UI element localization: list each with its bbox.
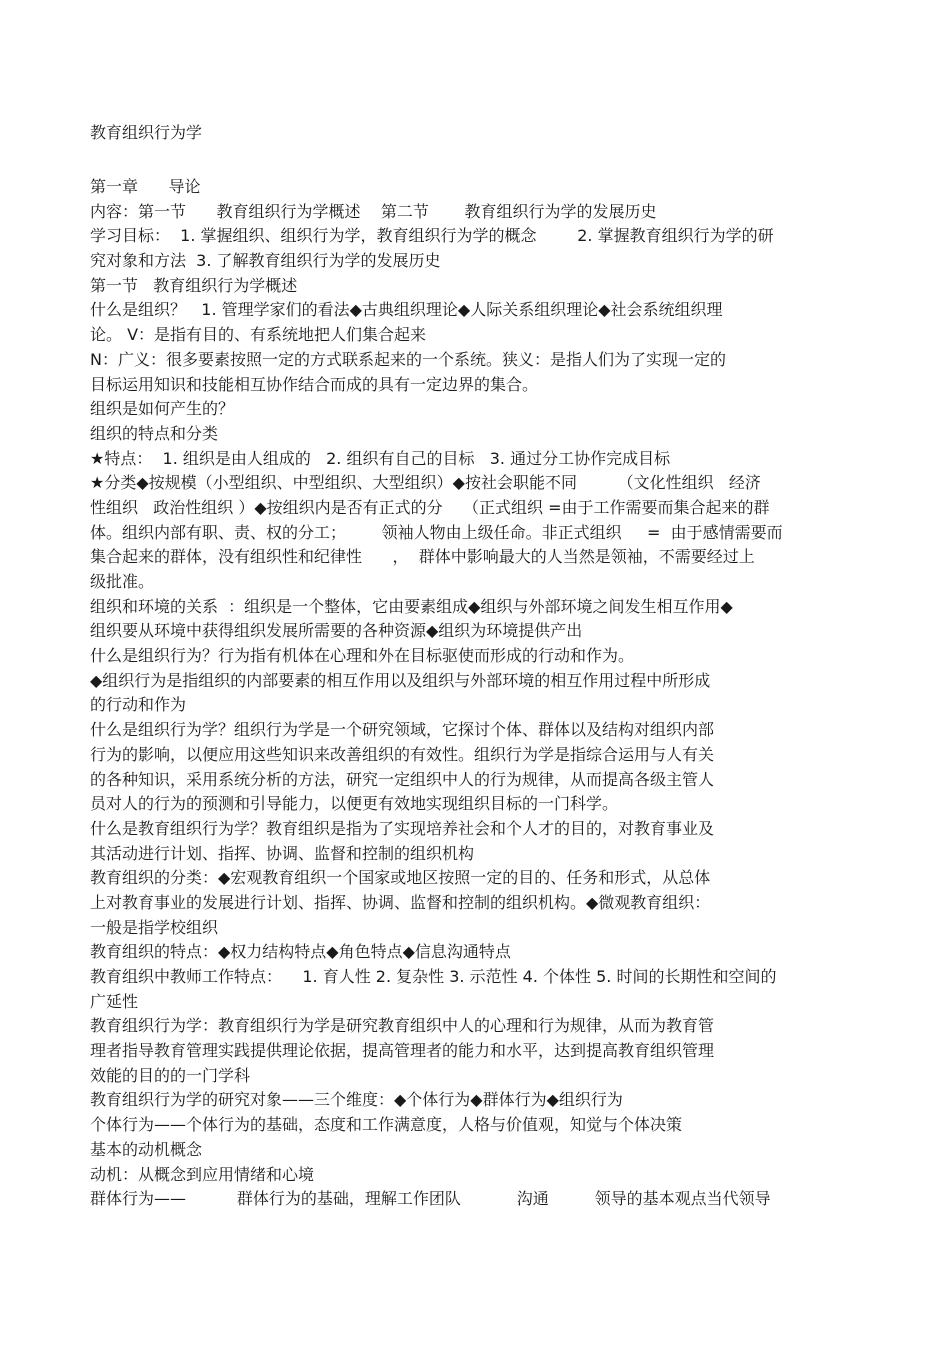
text-line: 行为的影响，以便应用这些知识来改善组织的有效性。组织行为学是指综合运用与人有关 <box>90 744 715 764</box>
text-line: 其活动进行计划、指挥、协调、监督和控制的组织机构 <box>90 843 475 863</box>
text-line: 理者指导教育管理实践提供理论依据，提高管理者的能力和水平，达到提高教育组织管理 <box>90 1041 715 1061</box>
text-line: 教育组织中教师工作特点： 1. 育人性 2. 复杂性 3. 示范性 4. 个体性 5. 时间的长期性和空间的 <box>90 967 777 986</box>
text-line: 集合起来的群体，没有组织性和纪律性 ， 群体中影响最大的人当然是领袖，不需要经过上 <box>90 547 755 567</box>
document-title: 教育组织行为学 <box>90 123 203 142</box>
text-line: 教育组织的分类：◆宏观教育组织一个国家或地区按照一定的目的、任务和形式，从总体 <box>90 868 711 888</box>
text-line: 究对象和方法 3. 了解教育组织行为学的发展历史 <box>90 251 441 271</box>
text-line: 什么是组织行为？行为指有机体在心理和外在目标驱使而形成的行动和作为。 <box>90 646 635 666</box>
text-line: 体。组织内部有职、责、权的分工； 领袖人物由上级任命。非正式组织 = 由于感情需要而 <box>90 522 783 542</box>
text-line: N：广义：很多要素按照一定的方式联系起来的一个系统。狭义：是指人们为了实现一定的 <box>90 349 726 369</box>
text-line: 的行动和作为 <box>90 695 187 715</box>
text-line: 级批准。 <box>90 572 155 591</box>
text-line: 一般是指学校组织 <box>90 917 219 937</box>
text-line: 组织和环境的关系 ：组织是一个整体，它由要素组成◆组织与外部环境之间发生相互作用◆ <box>90 596 733 616</box>
text-line: 个体行为——个体行为的基础，态度和工作满意度，人格与价值观，知觉与个体决策 <box>90 1115 683 1135</box>
text-line: 第一节 教育组织行为学概述 <box>90 275 298 295</box>
text-line: 教育组织行为学的研究对象——三个维度：◆个体行为◆群体行为◆组织行为 <box>90 1090 623 1110</box>
document-body <box>90 175 860 1212</box>
text-line: ◆组织行为是指组织的内部要素的相互作用以及组织与外部环境的相互作用过程中所形成 <box>90 670 711 690</box>
text-line: 目标运用知识和技能相互协作结合而成的具有一定边界的集合。 <box>90 374 539 394</box>
text-line: 学习目标： 1. 掌握组织、组织行为学，教育组织行为学的概念 2. 掌握教育组织行为学的研 <box>90 226 774 246</box>
text-line: 组织的特点和分类 <box>90 423 219 443</box>
text-line: 组织是如何产生的？ <box>90 399 235 419</box>
text-line: 什么是组织？ 1. 管理学家们的看法◆古典组织理论◆人际关系组织理论◆社会系统组织理 <box>90 300 723 320</box>
text-line: 什么是组织行为学？组织行为学是一个研究领域，它探讨个体、群体以及结构对组织内部 <box>90 720 715 740</box>
text-line: 内容：第一节 教育组织行为学概述 第二节 教育组织行为学的发展历史 <box>90 201 657 221</box>
text-line: 上对教育事业的发展进行计划、指挥、协调、监督和控制的组织机构。◆微观教育组织： <box>90 892 711 912</box>
text-line: 性组织 政治性组织 ）◆按组织内是否有正式的分 （正式组织 =由于工作需要而集合起来的群 <box>90 497 770 517</box>
text-line: 群体行为—— 群体行为的基础，理解工作团队 沟通 领导的基本观点当代领导 <box>90 1189 771 1209</box>
text-line: 的各种知识，采用系统分析的方法，研究一定组织中人的行为规律，从而提高各级主管人 <box>90 769 715 789</box>
text-line: 组织要从环境中获得组织发展所需要的各种资源◆组织为环境提供产出 <box>90 621 583 641</box>
text-line: 广延性 <box>90 991 139 1011</box>
text-line: ★特点： 1. 组织是由人组成的 2. 组织有自己的目标 3. 通过分工协作完成目标 <box>90 448 671 468</box>
text-line: 什么是教育组织行为学？教育组织是指为了实现培养社会和个人才的目的，对教育事业及 <box>90 818 715 838</box>
text-line: 效能的目的的一门学科 <box>90 1065 251 1085</box>
text-line: 第一章 导论 <box>90 177 201 196</box>
text-line: 论。 V：是指有目的、有系统地把人们集合起来 <box>90 325 427 345</box>
text-line: 教育组织行为学：教育组织行为学是研究教育组织中人的心理和行为规律，从而为教育管 <box>90 1016 715 1036</box>
text-line: 员对人的行为的预测和引导能力，以便更有效地实现组织目标的一门科学。 <box>90 794 619 814</box>
text-line: 教育组织的特点：◆权力结构特点◆角色特点◆信息沟通特点 <box>90 942 511 962</box>
text-line: ★分类◆按规模（小型组织、中型组织、大型组织）◆按社会职能不同 （文化性组织 经济 <box>90 473 761 493</box>
text-line: 动机：从概念到应用情绪和心境 <box>90 1164 315 1184</box>
text-line: 基本的动机概念 <box>90 1139 203 1159</box>
